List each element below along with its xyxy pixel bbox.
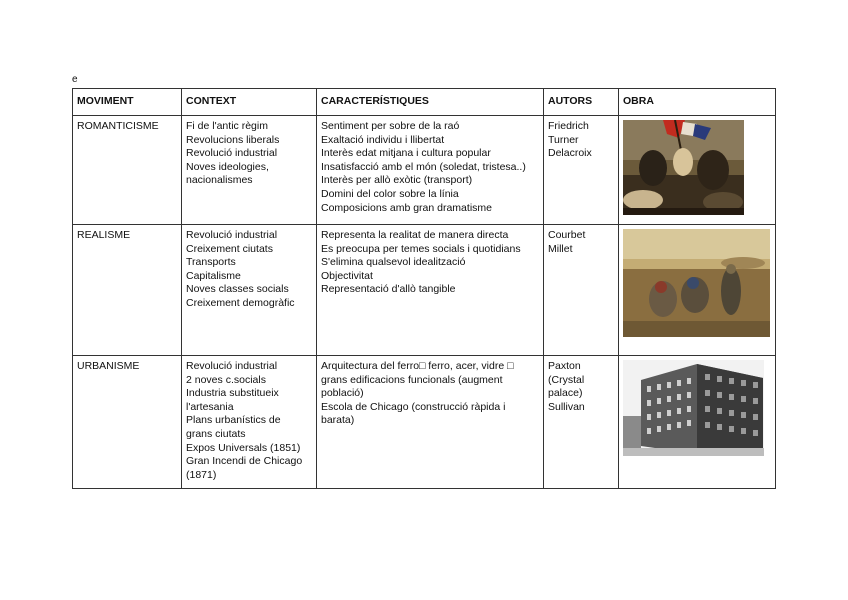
context-line: Revolució industrial [186,229,278,241]
context-line: 2 noves c.socials [186,373,266,386]
context-line: Creixement demogràfic [186,296,295,309]
context-line: Revolució industrial [186,147,278,160]
caracteristica-line: Objectivitat [321,269,373,282]
autor-line: Sullivan [548,400,585,413]
header-caracteristiques: CARACTERÍSTIQUES [317,89,544,116]
context-line: Fi de l'antic règim [186,120,268,132]
caracteristica-line: barata) [321,414,355,427]
context-line: Revolució industrial [186,360,278,372]
autor-line: Delacroix [548,147,592,160]
caracteristica-line: Arquitectura del ferro□ ferro, acer, vidre □ [321,360,514,372]
caracteristica-line: Exaltació individu i llibertat [321,133,445,146]
caracteristica-line: Insatisfacció amb el món (soledat, tristesa..) [321,160,526,173]
caracteristiques-cell [317,116,544,225]
context-line: Capitalisme [186,269,241,282]
photo-chicago-building-image [623,360,764,456]
caracteristica-line: Interès per allò exòtic (transport) [321,174,473,187]
caracteristica-line: Representa la realitat de manera directa [321,229,509,241]
caracteristica-line: grans edificacions funcionals (augment [321,373,503,386]
context-cell [182,356,317,489]
autor-line: Turner [548,133,579,146]
painting-liberty-leading-the-people-image [623,120,744,215]
header-moviment: MOVIMENT [73,89,182,116]
caracteristiques-cell [317,225,544,356]
context-cell [182,116,317,225]
obra-cell [619,225,776,356]
context-line: l'artesania [186,400,234,413]
autor-line: Paxton [548,360,581,372]
header-context: CONTEXT [182,89,317,116]
context-line: Revolucions liberals [186,133,280,146]
caracteristica-line: Composicions amb gran dramatisme [321,201,492,214]
context-line: Industria substitueix [186,387,279,400]
caracteristica-line: població) [321,387,364,400]
context-line: Noves ideologies, [186,160,269,173]
autor-line: (Crystal [548,373,585,386]
autor-line: Friedrich [548,120,589,132]
caracteristica-line: Es preocupa per temes socials i quotidians [321,242,521,255]
autor-line: Courbet [548,229,586,241]
context-line: Expos Universals (1851) [186,441,301,454]
table-row [73,116,776,225]
caracteristiques-cell [317,356,544,489]
context-line: Creixement ciutats [186,242,273,255]
autors-cell [544,116,619,225]
art-movements-table [72,88,776,489]
context-line: Plans urbanístics de [186,414,281,427]
context-line: Noves classes socials [186,283,289,296]
table-row [73,225,776,356]
painting-the-gleaners-image [623,229,770,337]
context-line: grans ciutats [186,427,246,440]
autor-line: palace) [548,387,583,400]
autors-cell [544,225,619,356]
header-obra: OBRA [619,89,776,116]
caracteristica-line: Sentiment per sobre de la raó [321,120,460,132]
context-line: Gran Incendi de Chicago [186,455,303,468]
table-row [73,356,776,489]
context-line: Transports [186,256,236,269]
caracteristica-line: Representació d'allò tangible [321,283,456,296]
obra-cell [619,356,776,489]
moviment-cell: ROMANTICISME [73,116,182,225]
obra-cell [619,116,776,225]
context-line: (1871) [186,468,217,481]
autor-line: Millet [548,242,573,255]
stray-character: e [72,74,78,85]
header-autors: AUTORS [544,89,619,116]
context-line: nacionalismes [186,174,253,187]
caracteristica-line: Domini del color sobre la línia [321,187,459,200]
autors-cell [544,356,619,489]
caracteristica-line: Interès edat mitjana i cultura popular [321,147,491,160]
caracteristica-line: S'elimina qualsevol idealització [321,256,466,269]
caracteristica-line: Escola de Chicago (construcció ràpida i [321,400,506,413]
context-cell [182,225,317,356]
header-row [73,89,776,116]
moviment-cell: URBANISME [73,356,182,489]
moviment-cell: REALISME [73,225,182,356]
